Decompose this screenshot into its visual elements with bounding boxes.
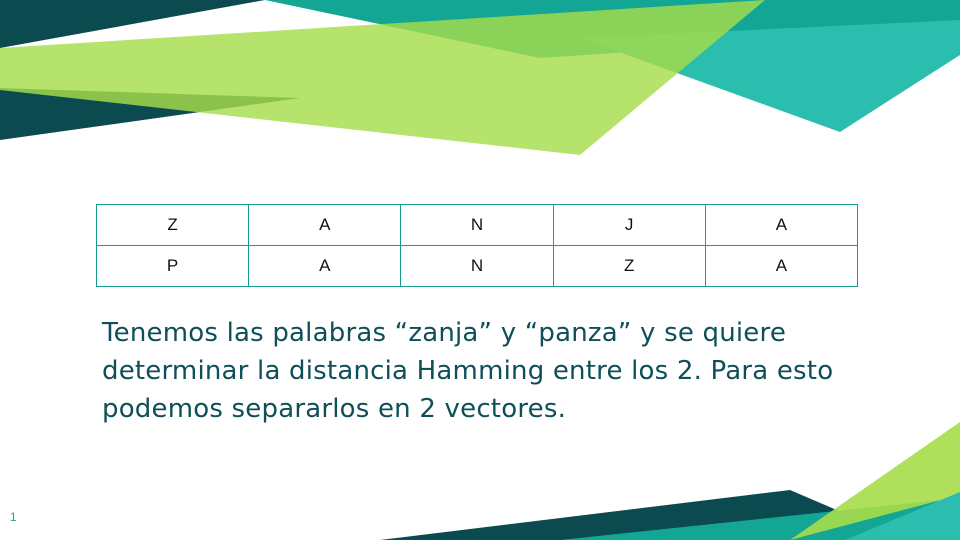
letters-table [96,204,858,287]
slide-body-text: Tenemos las palabras “zanja” y “panza” y se quiere determinar la distancia Hamming entre los 2. Para esto podemos separarlos en 2 vectores. [102,318,834,424]
table-row-panza [97,246,858,287]
table-cell: A [249,246,401,287]
table-cell: A [705,246,857,287]
table-cell: J [553,205,705,246]
page-number: 1 [10,510,17,524]
table-cell: N [401,246,553,287]
table-cell: Z [553,246,705,287]
table-cell: N [401,205,553,246]
table-row-zanja [97,205,858,246]
table-cell: Z [97,205,249,246]
table-cell: A [705,205,857,246]
table-cell: A [249,205,401,246]
table-cell: P [97,246,249,287]
